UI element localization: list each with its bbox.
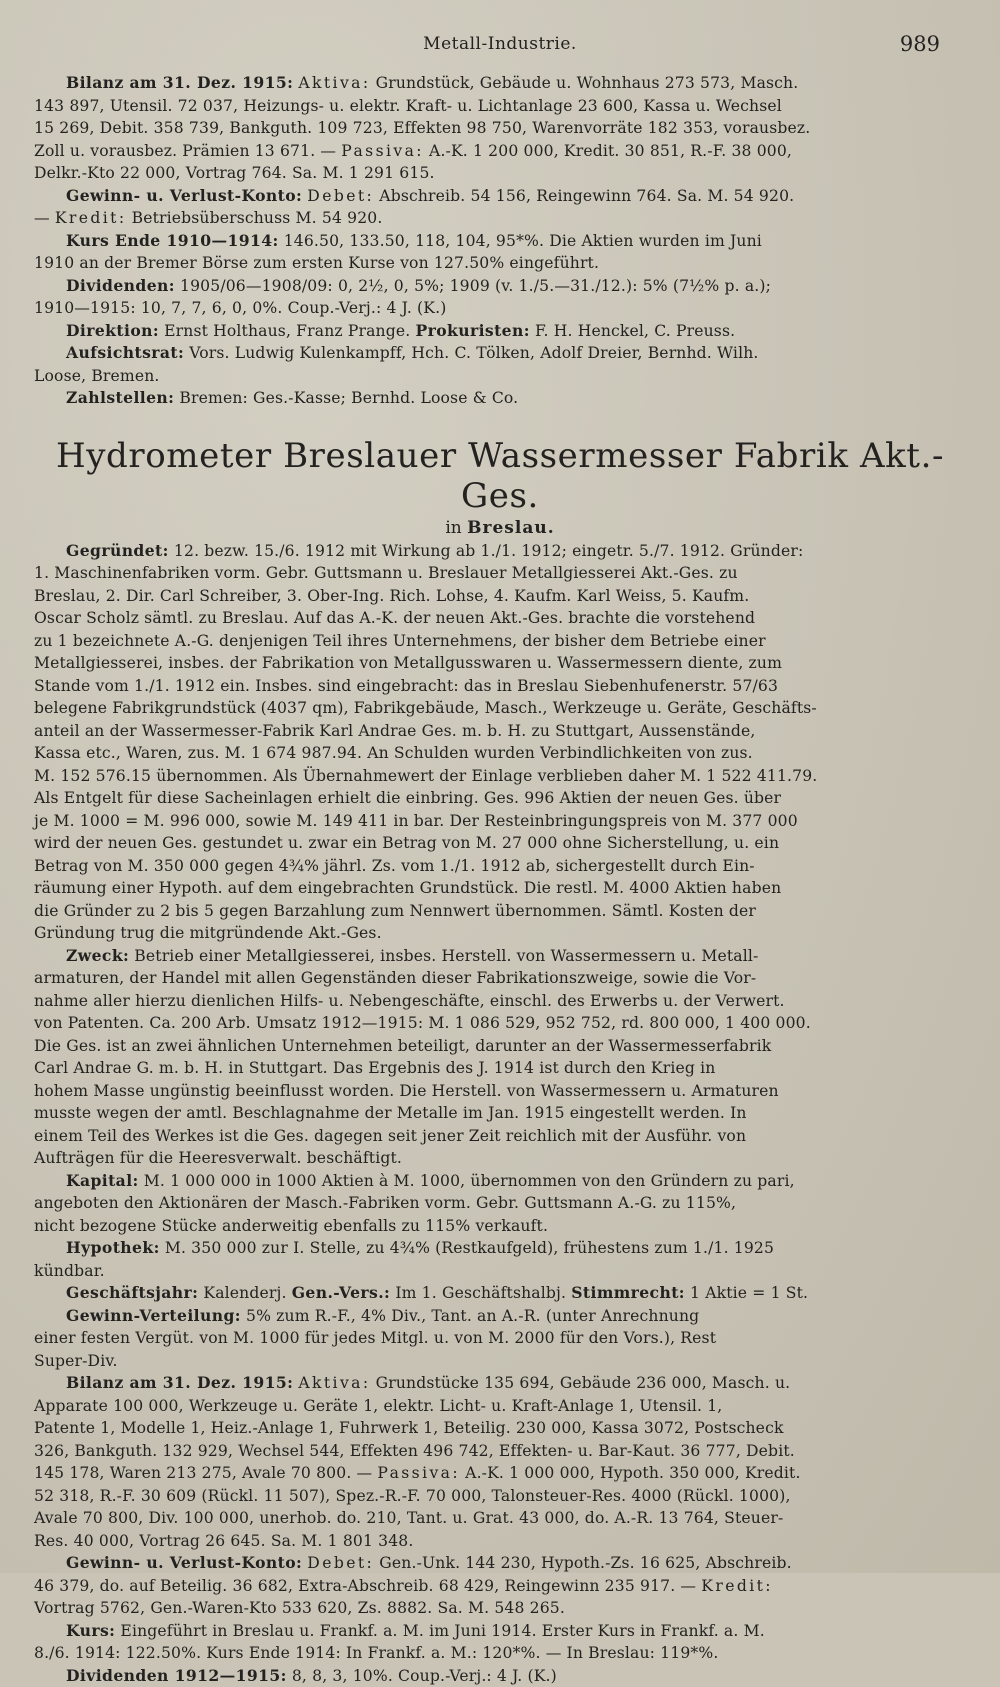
prev-prokuristen-text: F. H. Henckel, C. Preuss. xyxy=(530,322,735,340)
bilanz-entry xyxy=(34,1372,966,1552)
running-title: Metall-Industrie. xyxy=(34,34,966,54)
prev-zahlstellen-entry xyxy=(34,387,966,410)
prev-bilanz-entry xyxy=(34,72,966,185)
prev-aufsichtsrat-label: Aufsichtsrat: xyxy=(66,343,184,362)
prev-prokuristen-label: Prokuristen: xyxy=(415,321,529,340)
gewinnverteilung-label: Gewinn-Verteilung: xyxy=(66,1306,241,1325)
bilanz-aktiva-text: Grundstücke 135 694, Gebäude 236 000, Masch. u. Apparate 100 000, Werkzeuge u. Geräte 1, elektr. Licht- u. Kraft-Anlage 1, Utensil. 1, Patente 1, Modelle 1, Heiz.-Anlage 1, Fuhrwerk 1, Beteilig. 230 000, Kassa 3072, Postscheck 326, Bankguth. 132 929, Wechsel 544, Effekten 496 742, Effekten- u. Bar-Kaut. 36 777, Debit. 145 178, Waren 213 275, Avale 70 800. — xyxy=(34,1374,795,1482)
prev-zahlstellen-label: Zahlstellen: xyxy=(66,388,174,407)
gewinn-entry xyxy=(34,1552,966,1620)
prev-debet-word: Debet: xyxy=(307,187,374,205)
prev-gewinn-label: Gewinn- u. Verlust-Konto: xyxy=(66,186,302,205)
hypothek-text: M. 350 000 zur I. Stelle, zu 4¾% (Restkaufgeld), frühestens zum 1./1. 1925 kündbar. xyxy=(34,1239,774,1280)
prev-dividenden-text: 1905/06—1908/09: 0, 2½, 0, 5%; 1909 (v. 1./5.—31./12.): 5% (7½% p. a.); 1910—1915: 10, 7, 7, 6, 0, 0%. Coup.-Verj.: 4 J. (K.) xyxy=(34,277,771,318)
debet-word: Debet: xyxy=(307,1554,374,1572)
prev-dividenden-entry xyxy=(34,275,966,320)
kurs-text: Eingeführt in Breslau u. Frankf. a. M. im Juni 1914. Erster Kurs in Frankf. a. M. 8./6. 1914: 122.50%. Kurs Ende 1914: In Frankf. a. M.: 120*%. — In Breslau: 119*%. xyxy=(34,1622,765,1663)
prev-passiva-word: Passiva: xyxy=(341,142,424,160)
geschaeftsjahr-entry xyxy=(34,1282,966,1305)
gewinn-kredit-text: Vortrag 5762, Gen.-Waren-Kto 533 620, Zs. 8882. Sa. M. 548 265. xyxy=(34,1599,565,1617)
gegruendet-text: 12. bezw. 15./6. 1912 mit Wirkung ab 1./1. 1912; eingetr. 5./7. 1912. Gründer: 1. Maschinenfabriken vorm. Gebr. Guttsmann u. Breslauer Metallgiesserei Akt.-Ges. zu Breslau, 2. Dir. Carl Schreiber, 3. Ober-Ing. Rich. Lohse, 4. Kaufm. Karl Weiss, 5. Kaufm. Oscar Scholz sämtl. zu Breslau. Auf das A.-K. der neuen Akt.-Ges. brachte die vorstehend zu 1 bezeichnete A.-G. denjenigen Teil ihres Unternehmens, der bisher dem Betriebe einer Metallgiesserei, insbes. der Fabrikation von Metallgusswaren u. Wassermessern diente, zum Stande vom 1./1. 1912 ein. Insbes. sind eingebracht: das in Breslau Siebenhufenerstr. 57/63 belegene Fabrikgrundstück (4037 qm), Fabrikgebäude, Masch., Werkzeuge u. Geräte, Geschäfts- anteil an der Wassermesser-Fabrik Karl Andrae Ges. m. b. H. zu Stuttgart, Aussenstände, Kassa etc., Waren, zus. M. 1 674 987.94. An Schulden wurden Verbindlichkeiten von zus. M. 152 576.15 übernommen. Als Übernahmewert der Einlage verblieben daher M. 1 522 411.79. Als Entgelt für diese Sacheinlagen erhielt die einbring. Ges. 996 Aktien der neuen Ges. über je M. 1000 = M. 996 000, sowie M. 149 411 in bar. Der Resteinbringungspreis von M. 377 000 wird der neuen Ges. gestundet u. zwar ein Betrag von M. 27 000 ohne Sicherstellung, u. ein Betrag von M. 350 000 gegen 4¾% jährl. Zs. vom 1./1. 1912 ab, sichergestellt durch Ein- räumung einer Hypoth. auf dem eingebrachten Grundstück. Die restl. M. 4000 Aktien haben die Gründer zu 2 bis 5 gegen Barzahlung zum Nennwert übernommen. Sämtl. Kosten der Gründung trug die mitgründende Akt.-Ges. xyxy=(34,542,817,943)
kapital-text: M. 1 000 000 in 1000 Aktien à M. 1000, übernommen von den Gründern zu pari, angeboten den Aktionären der Masch.-Fabriken vorm. Gebr. Guttsmann A.-G. zu 115%, nicht bezogene Stücke anderweitig ebenfalls zu 115% verkauft. xyxy=(34,1172,795,1235)
prev-gewinn-entry xyxy=(34,185,966,230)
stimmrecht-label: Stimmrecht: xyxy=(571,1283,685,1302)
kurs-label: Kurs: xyxy=(66,1621,115,1640)
company-name: Hydrometer Breslauer Wassermesser Fabrik Akt.-Ges. xyxy=(34,436,966,516)
zweck-text: Betrieb einer Metallgiesserei, insbes. Herstell. von Wassermessern u. Metall- armaturen, der Handel mit allen Gegenständen dieser Fabrikationszweige, sowie die Vor- nahme aller hierzu dienlichen Hilfs- u. Nebengeschäfte, einschl. des Erwerbs u. der Verwert. von Patenten. Ca. 200 Arb. Umsatz 1912—1915: M. 1 086 529, 952 752, rd. 800 000, 1 400 000. Die Ges. ist an zwei ähnlichen Unternehmen beteiligt, darunter an der Wassermesserfabrik Carl Andrae G. m. b. H. in Stuttgart. Das Ergebnis des J. 1914 ist durch den Krieg in hohem Masse ungünstig beeinflusst worden. Die Herstell. von Wassermessern u. Armaturen musste wegen der amtl. Beschlagnahme der Metalle im Jan. 1915 eingestellt werden. In einem Teil des Werkes ist die Ges. dagegen seit jener Zeit reichlich mit der Ausführ. von Aufträgen für die Heeresverwalt. beschäftigt. xyxy=(34,947,811,1168)
genvers-text: Im 1. Geschäftshalbj. xyxy=(390,1284,571,1302)
company-city: Breslau. xyxy=(467,518,554,538)
zweck-entry xyxy=(34,945,966,1170)
gewinn-debet-text: Gen.-Unk. 144 230, Hypoth.-Zs. 16 625, Abschreib. 46 379, do. auf Beteilig. 36 682, Extra-Abschreib. 68 429, Reingewinn 235 917. — xyxy=(34,1554,792,1595)
dividenden-label: Dividenden 1912—1915: xyxy=(66,1666,287,1685)
company-location xyxy=(34,516,966,540)
zweck-label: Zweck: xyxy=(66,946,129,965)
hypothek-entry xyxy=(34,1237,966,1282)
company-in-word: in xyxy=(445,518,461,538)
stimmrecht-text: 1 Aktie = 1 St. xyxy=(685,1284,808,1302)
genvers-label: Gen.-Vers.: xyxy=(292,1283,391,1302)
prev-direktion-label: Direktion: xyxy=(66,321,159,340)
gewinnverteilung-text: 5% zum R.-F., 4% Div., Tant. an A.-R. (unter Anrechnung einer festen Vergüt. von M. 1000 für jedes Mitgl. u. von M. 2000 für den Vors.), Rest Super-Div. xyxy=(34,1307,716,1370)
prev-bilanz-label: Bilanz am 31. Dez. 1915: xyxy=(66,73,293,92)
prev-aufsichtsrat-entry xyxy=(34,342,966,387)
running-head xyxy=(34,28,966,72)
bilanz-label: Bilanz am 31. Dez. 1915: xyxy=(66,1373,293,1392)
dividenden-text: 8, 8, 3, 10%. Coup.-Verj.: 4 J. (K.) xyxy=(287,1667,557,1685)
gewinnverteilung-entry xyxy=(34,1305,966,1373)
kapital-label: Kapital: xyxy=(66,1171,139,1190)
bilanz-passiva-text: A.-K. 1 000 000, Hypoth. 350 000, Kredit. 52 318, R.-F. 30 609 (Rückl. 11 507), Spez.-R.-F. 70 000, Talonsteuer-Res. 4000 (Rückl. 1000), Avale 70 800, Div. 100 000, unerhob. do. 210, Tant. u. Grat. 43 000, do. A.-R. 13 764, Steuer- Res. 40 000, Vortrag 26 645. Sa. M. 1 801 348. xyxy=(34,1464,801,1550)
prev-dividenden-label: Dividenden: xyxy=(66,276,175,295)
prev-gewinn-debet-text: Abschreib. 54 156, Reingewinn 764. Sa. M. 54 920. — xyxy=(34,187,794,228)
company-heading xyxy=(34,436,966,540)
page-number: 989 xyxy=(900,32,940,56)
prev-kurs-label: Kurs Ende 1910—1914: xyxy=(66,231,279,250)
kapital-entry xyxy=(34,1170,966,1238)
kurs-entry xyxy=(34,1620,966,1665)
hypothek-label: Hypothek: xyxy=(66,1238,160,1257)
prev-bilanz-aktiva-text: Grundstück, Gebäude u. Wohnhaus 273 573, Masch. 143 897, Utensil. 72 037, Heizungs- u. elektr. Kraft- u. Lichtanlage 23 600, Kassa u. Wechsel 15 269, Debit. 358 739, Bankguth. 109 723, Effekten 98 750, Warenvorräte 182 353, vorausbez. Zoll u. vorausbez. Prämien 13 671. — xyxy=(34,74,810,160)
prev-aktiva-word: Aktiva: xyxy=(298,74,370,92)
geschaeftsjahr-text: Kalenderj. xyxy=(198,1284,291,1302)
prev-zahlstellen-text: Bremen: Ges.-Kasse; Bernhd. Loose & Co. xyxy=(174,389,518,407)
prev-kredit-word: Kredit: xyxy=(55,209,127,227)
passiva-word: Passiva: xyxy=(377,1464,460,1482)
gegruendet-entry xyxy=(34,540,966,945)
aktiva-word: Aktiva: xyxy=(298,1374,370,1392)
gegruendet-label: Gegründet: xyxy=(66,541,169,560)
geschaeftsjahr-label: Geschäftsjahr: xyxy=(66,1283,198,1302)
kredit-word: Kredit: xyxy=(701,1577,773,1595)
prev-kurs-text: 146.50, 133.50, 118, 104, 95*%. Die Aktien wurden im Juni 1910 an der Bremer Börse zum ersten Kurse von 127.50% eingeführt. xyxy=(34,232,762,273)
prev-bilanz-passiva-text: A.-K. 1 200 000, Kredit. 30 851, R.-F. 38 000, Delkr.-Kto 22 000, Vortrag 764. Sa. M. 1 291 615. xyxy=(34,142,792,183)
dividenden-entry xyxy=(34,1665,966,1687)
prev-kurs-entry xyxy=(34,230,966,275)
gewinn-label: Gewinn- u. Verlust-Konto: xyxy=(66,1553,302,1572)
prev-direktion-entry xyxy=(34,320,966,343)
prev-aufsichtsrat-text: Vors. Ludwig Kulenkampff, Hch. C. Tölken, Adolf Dreier, Bernhd. Wilh. Loose, Bremen. xyxy=(34,344,759,385)
prev-gewinn-kredit-text: Betriebsüberschuss M. 54 920. xyxy=(126,209,382,227)
prev-direktion-text: Ernst Holthaus, Franz Prange. xyxy=(159,322,415,340)
